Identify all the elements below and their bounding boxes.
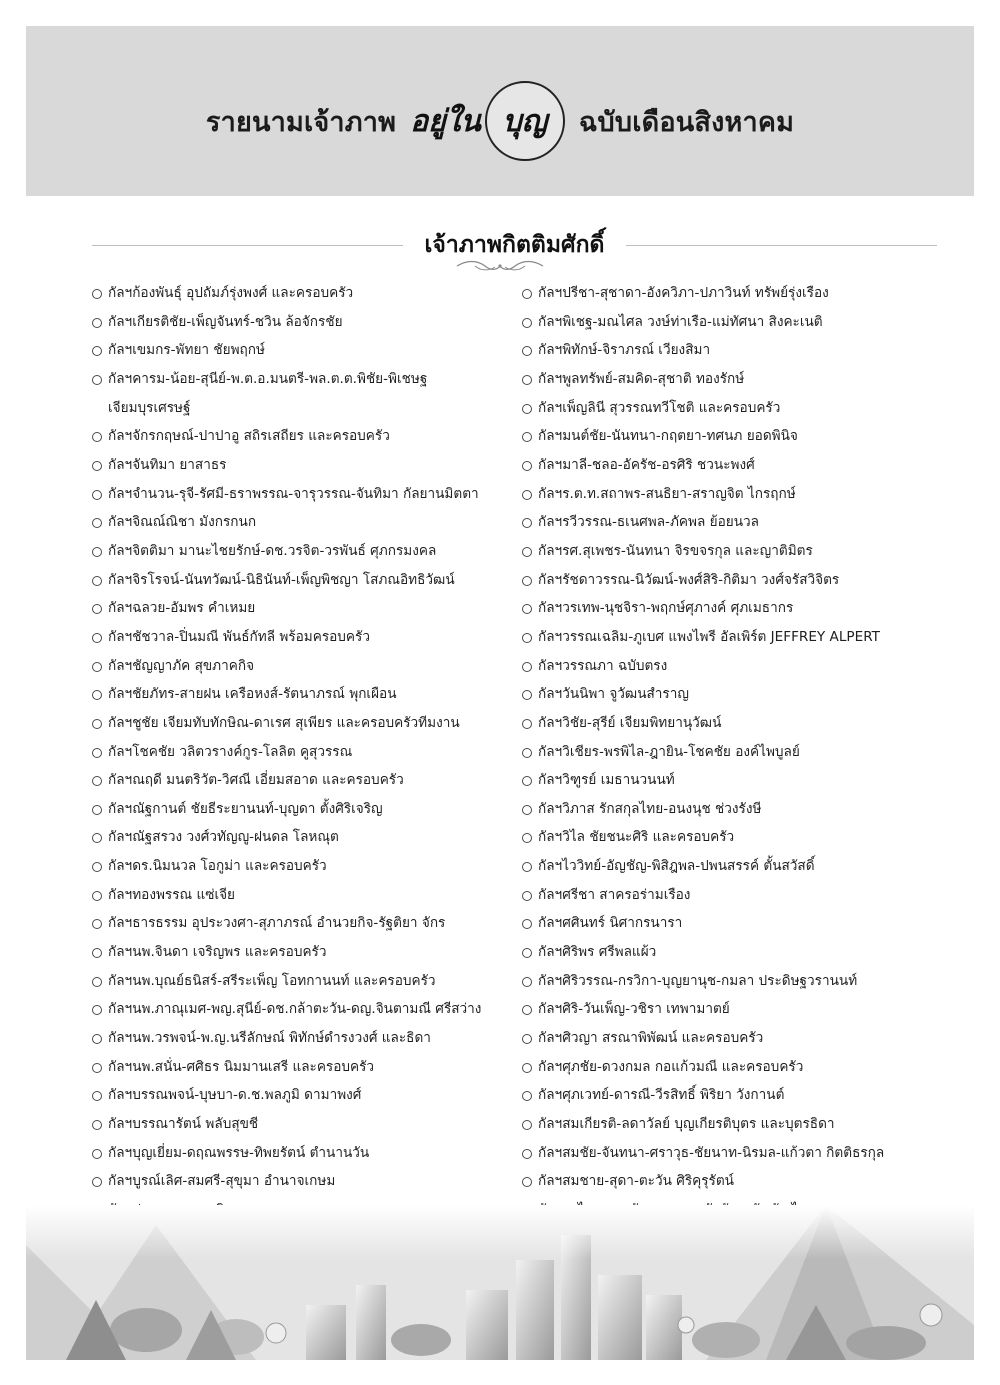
sponsor-list-item: กัลฯดร.นิมนวล โอกูม่า และครอบครัว — [92, 852, 512, 881]
sponsor-list-item: กัลฯนพ.จินดา เจริญพร และครอบครัว — [92, 938, 512, 967]
sponsor-list-item: กัลฯชัชวาล-ปิ่นมณี พันธ์กัทลี พร้อมครอบครัว — [92, 623, 512, 652]
sponsor-list-item: กัลฯวันนิพา จูวัฒนสำราญ — [522, 680, 942, 709]
sponsor-list-item: กัลฯโชคชัย วลิตวรางค์กูร-โลลิต คูสุวรรณ — [92, 738, 512, 767]
sponsor-list-item: กัลฯปรีชา-สุชาดา-อังควิภา-ปภาวินท์ ทรัพย์รุ่งเรือง — [522, 279, 942, 308]
sponsor-list-item: กัลฯวิภาส รักสกุลไทย-อนงนุช ช่วงรังษี — [522, 795, 942, 824]
sponsor-list-item: กัลฯนพ.สนั่น-ศศิธร นิมมานเสรี และครอบครัว — [92, 1053, 512, 1082]
section-rule-left — [92, 245, 403, 246]
sponsor-list-item: กัลฯณฤดี มนตริวัต-วิศณี เอี่ยมสอาด และครอบครัว — [92, 766, 512, 795]
brand-logo-circle — [485, 81, 565, 161]
sponsor-list-item: กัลฯสมชาย-สุดา-ตะวัน ศิริคุรุรัตน์ — [522, 1167, 942, 1196]
sponsor-list-item: กัลฯวรรณเฉลิม-ภูเบศ แพงไพรี อัลเพิร์ต JEFFREY ALPERT — [522, 623, 942, 652]
sponsor-list-item: กัลฯวิชัย-สุรีย์ เจียมพิทยานุวัฒน์ — [522, 709, 942, 738]
sponsor-list-item: กัลฯวิเชียร-พรพิไล-ฎายิน-โชคชัย องค์ไพบูลย์ — [522, 738, 942, 767]
brand-logo — [410, 81, 565, 161]
sponsor-list-item: กัลฯพิทักษ์-จิราภรณ์ เวียงสิมา — [522, 336, 942, 365]
sponsor-list-item: กัลฯนพ.ภาณุเมศ-พญ.สุนีย์-ดช.กล้าตะวัน-ดญ.จินตามณี ศรีสว่าง — [92, 995, 512, 1024]
sponsor-list-item: กัลฯรัชดาวรรณ-นิวัฒน์-พงศ์สิริ-กิติมา วงศ์จรัสวิจิตร — [522, 566, 942, 595]
sponsor-list-item: กัลฯพูลทรัพย์-สมคิด-สุชาติ ทองรักษ์ — [522, 365, 942, 394]
sponsor-list-item: กัลฯเกียรติชัย-เพ็ญจันทร์-ชวิน ล้อจักรชัย — [92, 308, 512, 337]
sponsor-list-item: กัลฯชัยภัทร-สายฝน เครือหงส์-รัตนาภรณ์ พุกเผือน — [92, 680, 512, 709]
sponsor-list-item: กัลฯสมเกียรติ-ลดาวัลย์ บุญเกียรติบุตร และบุตรธิดา — [522, 1110, 942, 1139]
sponsor-list-item: กัลฯจิตติมา มานะไชยรักษ์-ดช.วรจิต-วรพันธ์ ศุภกรมงคล — [92, 537, 512, 566]
sponsor-list-item: กัลฯธารธรรม อุประวงศา-สุภาภรณ์ อำนวยกิจ-รัฐติยา จักร — [92, 909, 512, 938]
sponsor-list-item: กัลฯคารม-น้อย-สุนีย์-พ.ต.อ.มนตรี-พล.ต.ต.พิชัย-พิเชษฐ — [92, 365, 512, 394]
sponsor-list-item: กัลฯบูรณ์เลิศ-สมศรี-สุขุมา อำนาจเกษม — [92, 1167, 512, 1196]
sponsor-list-item: กัลฯรศ.สุเพชร-นันทนา จิรขจรกุล และญาติมิตร — [522, 537, 942, 566]
sponsor-list-item: กัลฯมนต์ชัย-นันทนา-กฤตยา-ทศนภ ยอดพินิจ — [522, 422, 942, 451]
sponsor-list-item: กัลฯร.ต.ท.สถาพร-สนธิยา-สราญจิต ไกรฤกษ์ — [522, 480, 942, 509]
sponsor-list-item: กัลฯบุญเยี่ยม-ดฤณพรรษ-ทิพยรัตน์ ตำนานวัน — [92, 1139, 512, 1168]
sponsor-list-item: กัลฯจิณณ์ณิชา มังกรกนก — [92, 508, 512, 537]
brand-logo-word: อยู่ใน — [410, 103, 481, 139]
section-title: เจ้าภาพกิตติมศักดิ์ — [424, 232, 605, 258]
sponsor-list-item: กัลฯบรรณารัตน์ พลับสุขชี — [92, 1110, 512, 1139]
sponsor-list-item: กัลฯจำนวน-รุจี-รัศมี-ธราพรรณ-จารุวรรณ-จันทิมา กัลยานมิตตา — [92, 480, 512, 509]
sponsor-list-item: กัลฯพิเชฐ-มณไศล วงษ์ท่าเรือ-แม่ทัศนา สิงคะเนติ — [522, 308, 942, 337]
sponsor-list-item: กัลฯก้องพันธุ์ อุปถัมภ์รุ่งพงศ์ และครอบครัว — [92, 279, 512, 308]
sponsor-list-item: กัลฯศิวญา สรณาพิพัฒน์ และครอบครัว — [522, 1024, 942, 1053]
sponsor-list-item: กัลฯไววิทย์-อัญชัญ-พิสิฎพล-ปพนสรรค์ ตั้นสวัสดิ์ — [522, 852, 942, 881]
brand-logo-circle-text: บุญ — [502, 103, 548, 139]
sponsor-list-item: กัลฯศิริพร ศรีพลแผ้ว — [522, 938, 942, 967]
section-rule-right — [626, 245, 937, 246]
sponsor-list-item: กัลฯรวีวรรณ-ธเนศพล-ภัคพล ย้อยนวล — [522, 508, 942, 537]
header-banner — [26, 26, 974, 196]
sponsor-list-item: กัลฯศิริวรรณ-กรวิกา-บุญยานุช-กมลา ประดิษฐวรานนท์ — [522, 967, 942, 996]
flourish-ornament-icon — [455, 258, 545, 274]
sponsor-list-item: กัลฯศุภเวทย์-ดารณี-วีรสิทธิ์ พิริยา วังกานต์ — [522, 1081, 942, 1110]
sponsor-list-item: กัลฯวรรณภา ฉบับตรง — [522, 652, 942, 681]
sponsor-list-right — [522, 279, 942, 1253]
decorative-crystal-city-image — [26, 1205, 974, 1360]
sponsor-list-item: กัลฯศุภชัย-ดวงกมล กอแก้วมณี และครอบครัว — [522, 1053, 942, 1082]
sponsor-list-item: กัลฯชูชัย เจียมทับทักษิณ-ดาเรศ สุเพียร และครอบครัวทีมงาน — [92, 709, 512, 738]
sponsor-list-left — [92, 279, 512, 1253]
sponsor-list-item: กัลฯสมชัย-จันทนา-ศราวุธ-ชัยนาท-นิรมล-แก้วตา กิตติธรกุล — [522, 1139, 942, 1168]
sponsor-list-item: เจียมบุรเศรษฐ์ — [108, 399, 191, 416]
sponsor-list-item: กัลฯศิริ-วันเพ็ญ-วชิรา เทพามาตย์ — [522, 995, 942, 1024]
banner-title — [26, 86, 974, 156]
sponsor-list-item: กัลฯณัฐสรวง วงศ์วทัญญู-ฝนดล โลหณุต — [92, 823, 512, 852]
banner-prefix: รายนามเจ้าภาพ — [205, 106, 397, 138]
sponsor-list-item: กัลฯศรีชา สาครอร่ามเรือง — [522, 881, 942, 910]
sponsor-list-item: กัลฯจันทิมา ยาสาธร — [92, 451, 512, 480]
sponsor-list-item: กัลฯเพ็ญลินี สุวรรณทวีโชติ และครอบครัว — [522, 394, 942, 423]
sponsor-list-item: กัลฯมาลี-ชลอ-อัครัช-อรศิริ ชวนะพงศ์ — [522, 451, 942, 480]
sponsor-list-item: กัลฯนพ.วรพจน์-พ.ญ.นรีลักษณ์ พิทักษ์ดำรงวงศ์ และธิดา — [92, 1024, 512, 1053]
sponsor-list-item: กัลฯนพ.บุณย์ธนิสร์-สรีระเพ็ญ โอทกานนท์ และครอบครัว — [92, 967, 512, 996]
sponsor-list-item: กัลฯวรเทพ-นุชจิรา-พฤกษ์ศุภางค์ ศุภเมธากร — [522, 594, 942, 623]
banner-suffix: ฉบับเดือนสิงหาคม — [578, 106, 795, 138]
sponsor-list-item: กัลฯจิรโรจน์-นันทวัฒน์-นิธินันท์-เพ็ญพิชญา โสภณอิทธิวัฒน์ — [92, 566, 512, 595]
sponsor-list-item: กัลฯบรรณพจน์-บุษบา-ด.ช.พลภูมิ ดามาพงศ์ — [92, 1081, 512, 1110]
sponsor-list-item: กัลฯชัญญาภัค สุขภาคกิจ — [92, 652, 512, 681]
sponsor-list-item: กัลฯวิไล ชัยชนะศิริ และครอบครัว — [522, 823, 942, 852]
sponsor-list-item: กัลฯวิฑูรย์ เมธานวนนท์ — [522, 766, 942, 795]
sponsor-list-item: กัลฯทองพรรณ แซ่เจีย — [92, 881, 512, 910]
sponsor-list-item: กัลฯศศินทร์ นิศากรนารา — [522, 909, 942, 938]
sponsor-list-item: กัลฯเขมกร-พัทยา ชัยพฤกษ์ — [92, 336, 512, 365]
sponsor-list-item: กัลฯฉลวย-อัมพร คำเหมย — [92, 594, 512, 623]
sponsor-list-item: กัลฯจักรกฤษณ์-ปาปาอู สถิรเสถียร และครอบครัว — [92, 422, 512, 451]
sponsor-list-item: กัลฯณัฐกานต์ ชัยธีระยานนท์-บุญดา ตั้งศิริเจริญ — [92, 795, 512, 824]
